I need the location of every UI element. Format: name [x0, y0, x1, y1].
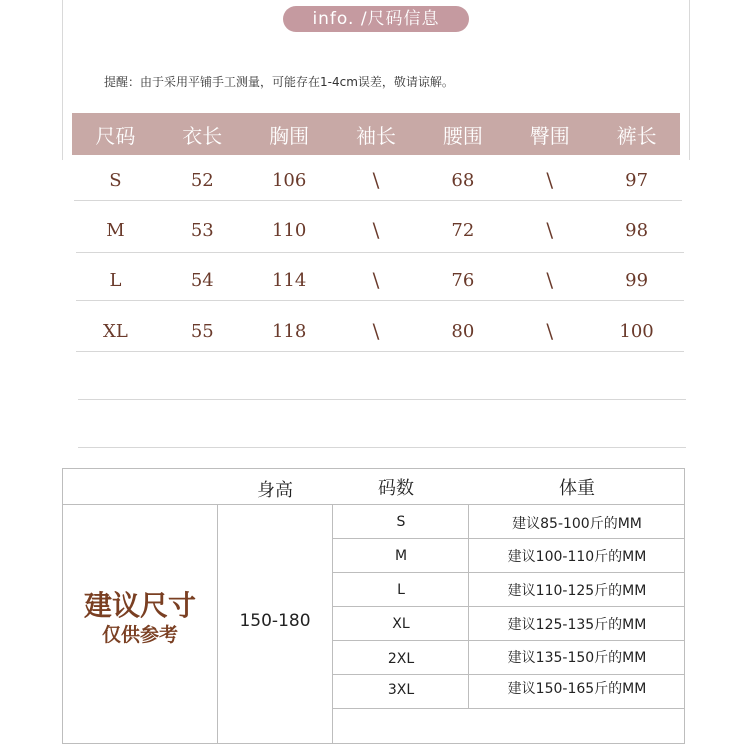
- table-divider: [468, 504, 469, 708]
- table-cell: 99: [625, 269, 649, 291]
- table-row: [72, 168, 680, 192]
- table-divider: [332, 640, 685, 641]
- table-row: [72, 218, 680, 242]
- weight-range: 建议150-165斤的MM: [507, 681, 647, 697]
- table-cell: L: [109, 269, 122, 291]
- weight-range: 建议125-135斤的MM: [507, 617, 647, 633]
- table-divider: [332, 572, 685, 573]
- row-divider: [78, 399, 686, 400]
- size-code: S: [396, 514, 406, 530]
- weight-range: 建议85-100斤的MM: [512, 516, 642, 532]
- table-cell: 76: [451, 269, 475, 291]
- column-header: 臀围: [529, 123, 570, 148]
- table-cell: 52: [190, 169, 214, 191]
- frame-line-left: [62, 0, 63, 160]
- table-divider: [62, 504, 685, 505]
- table-cell: \: [372, 218, 380, 242]
- table-row: [72, 268, 680, 292]
- table-divider: [332, 708, 685, 709]
- table-cell: 53: [190, 219, 214, 241]
- weight-range: 建议110-125斤的MM: [507, 583, 647, 599]
- table-row: [72, 319, 680, 343]
- table-cell: \: [546, 218, 554, 242]
- table-cell: 114: [271, 269, 307, 291]
- size-code: M: [394, 548, 408, 564]
- table-cell: 68: [451, 169, 475, 191]
- table-cell: 106: [271, 169, 307, 191]
- table-cell: 97: [625, 169, 649, 191]
- table-cell: 54: [190, 269, 214, 291]
- size-code: L: [397, 582, 405, 598]
- table-cell: 110: [271, 219, 307, 241]
- table-divider: [332, 504, 333, 744]
- weight-range: 建议135-150斤的MM: [507, 650, 647, 666]
- table-cell: \: [546, 168, 554, 192]
- table-cell: \: [372, 168, 380, 192]
- size-code: XL: [392, 616, 410, 632]
- weight-header: 体重: [559, 478, 595, 499]
- size-table-header: [72, 113, 680, 155]
- column-header: 衣长: [182, 123, 223, 148]
- recommend-subtitle: 仅供参考: [101, 624, 178, 646]
- height-header: 身高: [257, 480, 293, 501]
- table-cell: 55: [190, 320, 214, 342]
- column-header: 腰围: [442, 123, 483, 148]
- table-divider: [332, 538, 685, 539]
- row-divider: [74, 200, 682, 201]
- recommend-title: 建议尺寸: [83, 589, 196, 622]
- table-cell: \: [372, 268, 380, 292]
- column-header: 尺码: [95, 123, 136, 148]
- height-range: 150-180: [239, 611, 311, 631]
- section-title: info. /尺码信息: [283, 6, 469, 32]
- column-header: 裤长: [616, 123, 657, 148]
- code-header: 码数: [378, 478, 414, 499]
- table-cell: \: [546, 319, 554, 343]
- row-divider: [78, 447, 686, 448]
- size-code: 3XL: [387, 682, 415, 698]
- table-cell: 118: [271, 320, 307, 342]
- column-header: 袖长: [356, 123, 396, 148]
- row-divider: [76, 351, 684, 352]
- table-cell: 72: [451, 219, 475, 241]
- measurement-note: 提醒：由于采用平铺手工测量，可能存在1-4cm误差，敬请谅解。: [104, 75, 454, 89]
- table-cell: 98: [625, 219, 649, 241]
- table-cell: \: [372, 319, 380, 343]
- table-cell: 80: [451, 320, 475, 342]
- table-cell: S: [109, 169, 122, 191]
- size-code: 2XL: [387, 651, 415, 667]
- table-divider: [332, 606, 685, 607]
- column-header: 胸围: [269, 123, 310, 148]
- table-divider: [332, 674, 685, 675]
- table-cell: M: [106, 219, 125, 241]
- row-divider: [76, 252, 684, 253]
- table-cell: XL: [103, 320, 128, 342]
- weight-range: 建议100-110斤的MM: [507, 549, 647, 565]
- frame-line-right: [689, 0, 690, 160]
- table-cell: 100: [619, 320, 654, 342]
- row-divider: [76, 300, 684, 301]
- table-cell: \: [546, 268, 554, 292]
